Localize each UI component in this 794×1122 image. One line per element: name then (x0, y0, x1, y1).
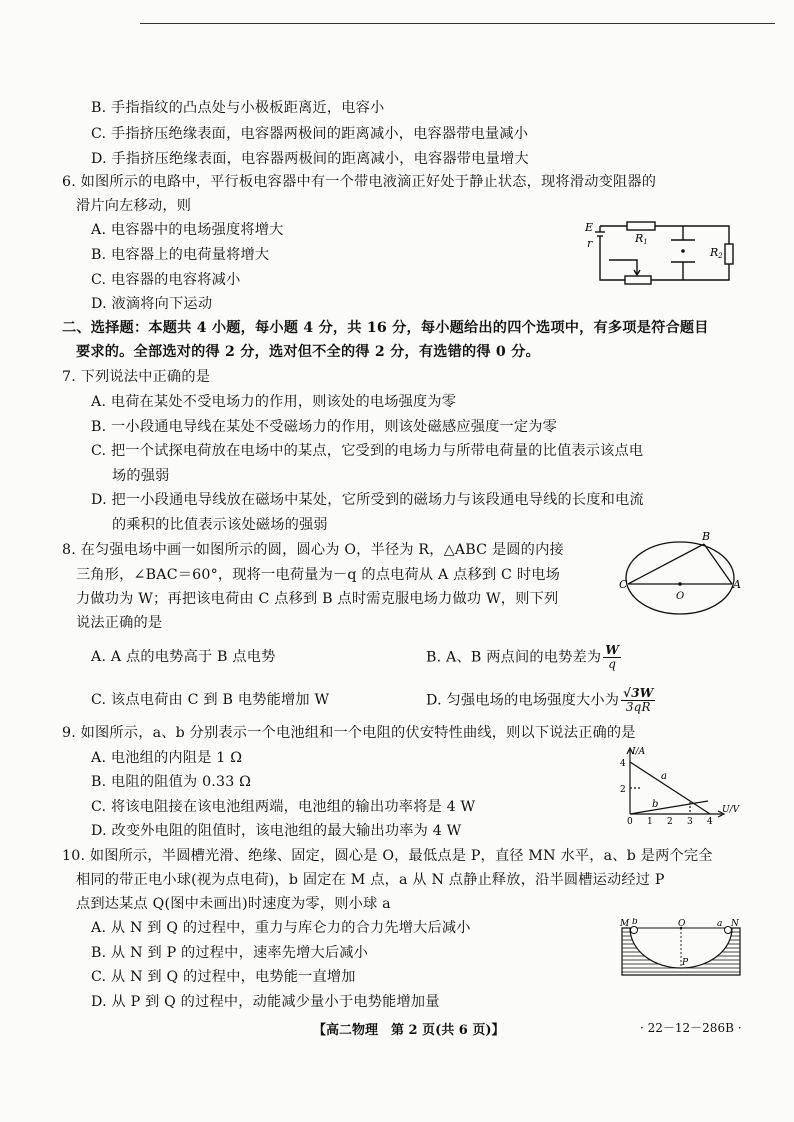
label-b: b (632, 918, 638, 927)
label-e: E (585, 221, 594, 234)
xtick-0: 0 (627, 817, 633, 826)
label-n: N (731, 919, 739, 929)
q8-circle-diagram (618, 528, 744, 616)
q7-stem: 7. 下列说法中正确的是 (62, 369, 211, 385)
q8-stem-line4: 说法正确的是 (76, 615, 163, 631)
q7-option-a: A. 电荷在某处不受电场力的作用，则该处的电场强度为零 (91, 394, 457, 410)
q8-option-d: D. 匀强电场的电场强度大小为 $\frac{√3W}{3qR}$ (426, 686, 654, 714)
q6-option-d: D. 液滴将向下运动 (91, 296, 213, 312)
q10-stem-line2: 相同的带正电小球(视为点电荷)，b 固定在 M 点，a 从 N 点静止释放，沿半圆槽运动经过 P (76, 872, 665, 888)
label-p: P (682, 958, 689, 968)
q9-iv-graph (616, 744, 744, 826)
q8-option-a: A. A 点的电势高于 B 点电势 (91, 649, 276, 665)
label-a: A (733, 578, 741, 591)
ball-b (631, 927, 638, 934)
label-m: M (620, 919, 630, 929)
top-rule (140, 23, 775, 24)
fraction-w-over-q: $\frac{W}{q}$ (605, 643, 620, 671)
q5-option-b: B. 手指指纹的凸点处与小极板距离近，电容小 (91, 100, 385, 116)
section2-heading-line2: 要求的。全部选对的得 2 分，选对但不全的得 2 分，有选错的得 0 分。 (76, 344, 540, 360)
q7-option-b: B. 一小段通电导线在某处不受磁场力的作用，则该处磁感应强度一定为零 (91, 419, 558, 435)
q6-option-a: A. 电容器中的电场强度将增大 (91, 222, 284, 238)
fraction-field-strength: $\frac{√3W}{3qR}$ (623, 686, 654, 714)
q7-option-d-line2: 的乘积的比值表示该处磁场的强弱 (112, 517, 328, 533)
label-o: O (678, 919, 686, 929)
q9-stem: 9. 如图所示，a、b 分别表示一个电池组和一个电阻的伏安特性曲线，则以下说法正确的是 (62, 725, 636, 741)
label-b: B (702, 530, 711, 543)
droplet-dot (681, 249, 685, 253)
q9-option-b: B. 电阻的阻值为 0.33 Ω (91, 774, 252, 790)
q10-stem-line3: 点到达某点 Q(图中未画出)时速度为零，则小球 a (76, 896, 391, 912)
label-line-a: a (661, 771, 667, 782)
q10-option-d: D. 从 P 到 Q 的过程中，动能减少量小于电势能增加量 (91, 994, 440, 1010)
label-y-axis: I/A (632, 747, 646, 757)
q6-stem-line2: 滑片向左移动，则 (76, 198, 192, 214)
q10-semicircle-diagram (618, 918, 744, 978)
xtick-4: 4 (707, 817, 713, 826)
label-r: r (587, 237, 593, 250)
label-c: C (619, 578, 628, 591)
q5-option-d: D. 手指挤压绝缘表面，电容器两极间的距离减小，电容器带电量增大 (91, 151, 529, 167)
label-line-b: b (652, 799, 659, 810)
q7-option-c-line1: C. 把一个试探电荷放在电场中的某点，它受到的电场力与所带电荷量的比值表示该点电 (91, 443, 644, 459)
label-r1: R1 (635, 232, 648, 246)
q10-option-a: A. 从 N 到 Q 的过程中，重力与库仑力的合力先增大后减小 (91, 920, 471, 936)
ytick-4: 4 (620, 759, 626, 769)
q10-option-b: B. 从 N 到 P 的过程中，速率先增大后减小 (91, 945, 369, 961)
q8-option-c: C. 该点电荷由 C 到 B 电势能增加 W (91, 692, 330, 708)
label-o: O (676, 591, 685, 602)
xtick-3: 3 (687, 817, 693, 826)
q8-stem-line2: 三角形，∠BAC＝60°，现将一电荷量为－q 的点电荷从 A 点移到 C 时电场 (76, 567, 560, 583)
page-footer: 【高二物理 第 2 页(共 6 页)】 (313, 1023, 505, 1038)
q7-option-c-line2: 场的强弱 (112, 468, 170, 484)
label-a: a (717, 919, 723, 929)
exam-code: · 22－12－286B · (640, 1021, 742, 1035)
q5-option-c: C. 手指挤压绝缘表面，电容器两极间的距离减小，电容器带电量减小 (91, 126, 529, 142)
q8-stem-line3: 力做功为 W；再把该电荷由 C 点移到 B 点时需克服电场力做功 W，则下列 (76, 591, 559, 607)
q6-circuit-diagram (583, 218, 743, 293)
label-x-axis: U/V (722, 805, 740, 815)
ytick-2: 2 (620, 785, 626, 795)
q9-option-c: C. 将该电阻接在该电池组两端，电池组的输出功率将是 4 W (91, 799, 476, 815)
xtick-2: 2 (667, 817, 673, 826)
q6-option-c: C. 电容器的电容将减小 (91, 272, 241, 288)
q10-stem-line1: 10. 如图所示，半圆槽光滑、绝缘、固定，圆心是 O，最低点是 P，直径 MN 水平，a、b 是两个完全 (62, 848, 713, 864)
q9-option-a: A. 电池组的内阻是 1 Ω (91, 750, 243, 766)
xtick-1: 1 (647, 817, 653, 826)
q7-option-d-line1: D. 把一小段通电导线放在磁场中某处，它所受到的磁场力与该段通电导线的长度和电流 (91, 492, 644, 508)
q6-stem-line1: 6. 如图所示的电路中，平行板电容器中有一个带电液滴正好处于静止状态，现将滑动变阻器的 (62, 174, 657, 190)
q9-option-d: D. 改变外电阻的阻值时，该电池组的最大输出功率为 4 W (91, 823, 462, 839)
q8-option-b: B. A、B 两点间的电势差为 $\frac{W}{q}$ (426, 643, 620, 671)
q8-stem-line1: 8. 在匀强电场中画一如图所示的圆，圆心为 O，半径为 R，△ABC 是圆的内接 (62, 542, 564, 558)
q6-option-b: B. 电容器上的电荷量将增大 (91, 247, 270, 263)
q10-option-c: C. 从 N 到 Q 的过程中，电势能一直增加 (91, 969, 356, 985)
label-r2: R2 (710, 246, 723, 260)
section2-heading-line1: 二、选择题：本题共 4 小题，每小题 4 分，共 16 分，每小题给出的四个选项中，有多项是符合题目 (62, 320, 709, 336)
